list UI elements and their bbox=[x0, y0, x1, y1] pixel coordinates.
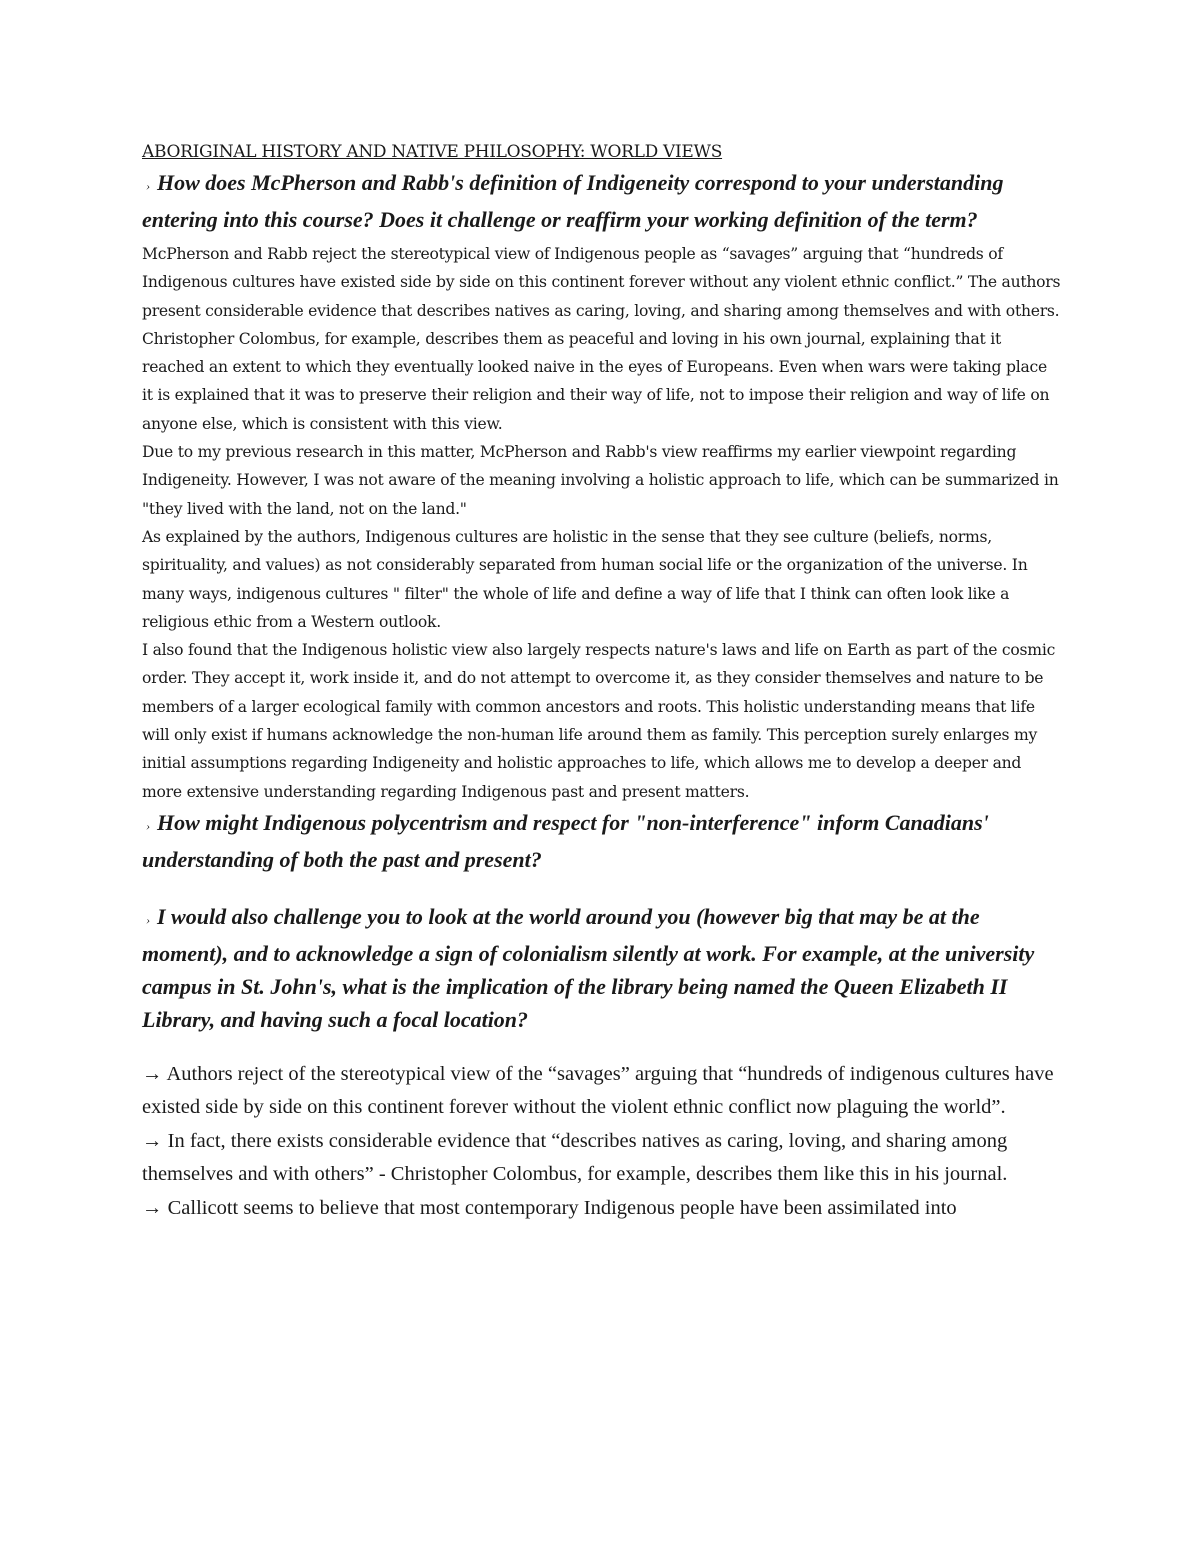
question-bullet-icon: › bbox=[146, 912, 150, 927]
question-3 bbox=[142, 900, 1062, 1036]
answer-paragraph-2: Due to my previous research in this matter, McPherson and Rabb's view reaffirms my earlier viewpoint regarding Indigeneity. However, I was not aware of the meaning involving a holistic approach to life, which can be summarized in "they lived with the land, not on the land." bbox=[142, 443, 1059, 518]
question-2-text: How might Indigenous polycentrism and respect for "non-interference" inform Canadians' understanding of both the past and present? bbox=[142, 809, 989, 872]
question-bullet-icon: › bbox=[146, 179, 150, 193]
question-2 bbox=[142, 806, 1062, 876]
question-1 bbox=[142, 166, 1062, 236]
answer-paragraph-3: As explained by the authors, Indigenous cultures are holistic in the sense that they see culture (beliefs, norms, spirituality, and values) as not considerably separated from human social life or the organization of the universe. In many ways, indigenous cultures " filter" the whole of life and define a way of life that I think can often look like a religious ethic from a Western outlook. bbox=[142, 527, 1028, 631]
question-3-text: I would also challenge you to look at the world around you (however big that may be at the moment), and to acknowledge a sign of colonialism silently at work. For example, at the university campus in St. John's, what is the implication of the library being named the Queen Elizabeth II Library, and having such a focal location? bbox=[142, 903, 1035, 1032]
note-item-1: → Authors reject of the stereotypical view of the “savages” arguing that “hundreds of indigenous cultures have existed side by side on this continent forever without the violent ethnic conflict now plaguing the world”. bbox=[142, 1062, 1054, 1119]
question-1-text: How does McPherson and Rabb's definition of Indigeneity correspond to your understanding entering into this course? Does it challenge or reaffirm your working definition of the term? bbox=[142, 170, 1004, 232]
note-item-2: → In fact, there exists considerable evidence that “describes natives as caring, loving, and sharing among themselves and with others” - Christopher Colombus, for example, describes them like this in his journal. bbox=[142, 1129, 1008, 1186]
question-bullet-icon: › bbox=[146, 818, 150, 833]
answer-paragraph-4: I also found that the Indigenous holistic view also largely respects nature's laws and life on Earth as part of the cosmic order. They accept it, work inside it, and do not attempt to overcome it, as they consider themselves and nature to be members of a larger ecological family with common ancestors and roots. This holistic understanding means that life will only exist if humans acknowledge the non-human life around them as family. This perception surely enlarges my initial assumptions regarding Indigeneity and holistic approaches to life, which allows me to develop a deeper and more extensive understanding regarding Indigenous past and present matters. bbox=[142, 641, 1056, 801]
document-title: ABORIGINAL HISTORY AND NATIVE PHILOSOPHY: WORLD VIEWS bbox=[142, 142, 723, 162]
answer-paragraph-1: McPherson and Rabb reject the stereotypical view of Indigenous people as “savages” arguing that “hundreds of Indigenous cultures have existed side by side on this continent forever without any violent ethnic conflict.” The authors present considerable evidence that describes natives as caring, loving, and sharing among themselves and with others. Christopher Colombus, for example, describes them as peaceful and loving in his own journal, explaining that it reached an extent to which they eventually looked naive in the eyes of Europeans. Even when wars were taking place it is explained that it was to preserve their religion and their way of life, not to impose their religion and way of life on anyone else, which is consistent with this view. bbox=[142, 245, 1061, 433]
document-page bbox=[142, 140, 1062, 1225]
note-item-3: → Callicott seems to believe that most contemporary Indigenous people have been assimilated into bbox=[142, 1196, 957, 1219]
